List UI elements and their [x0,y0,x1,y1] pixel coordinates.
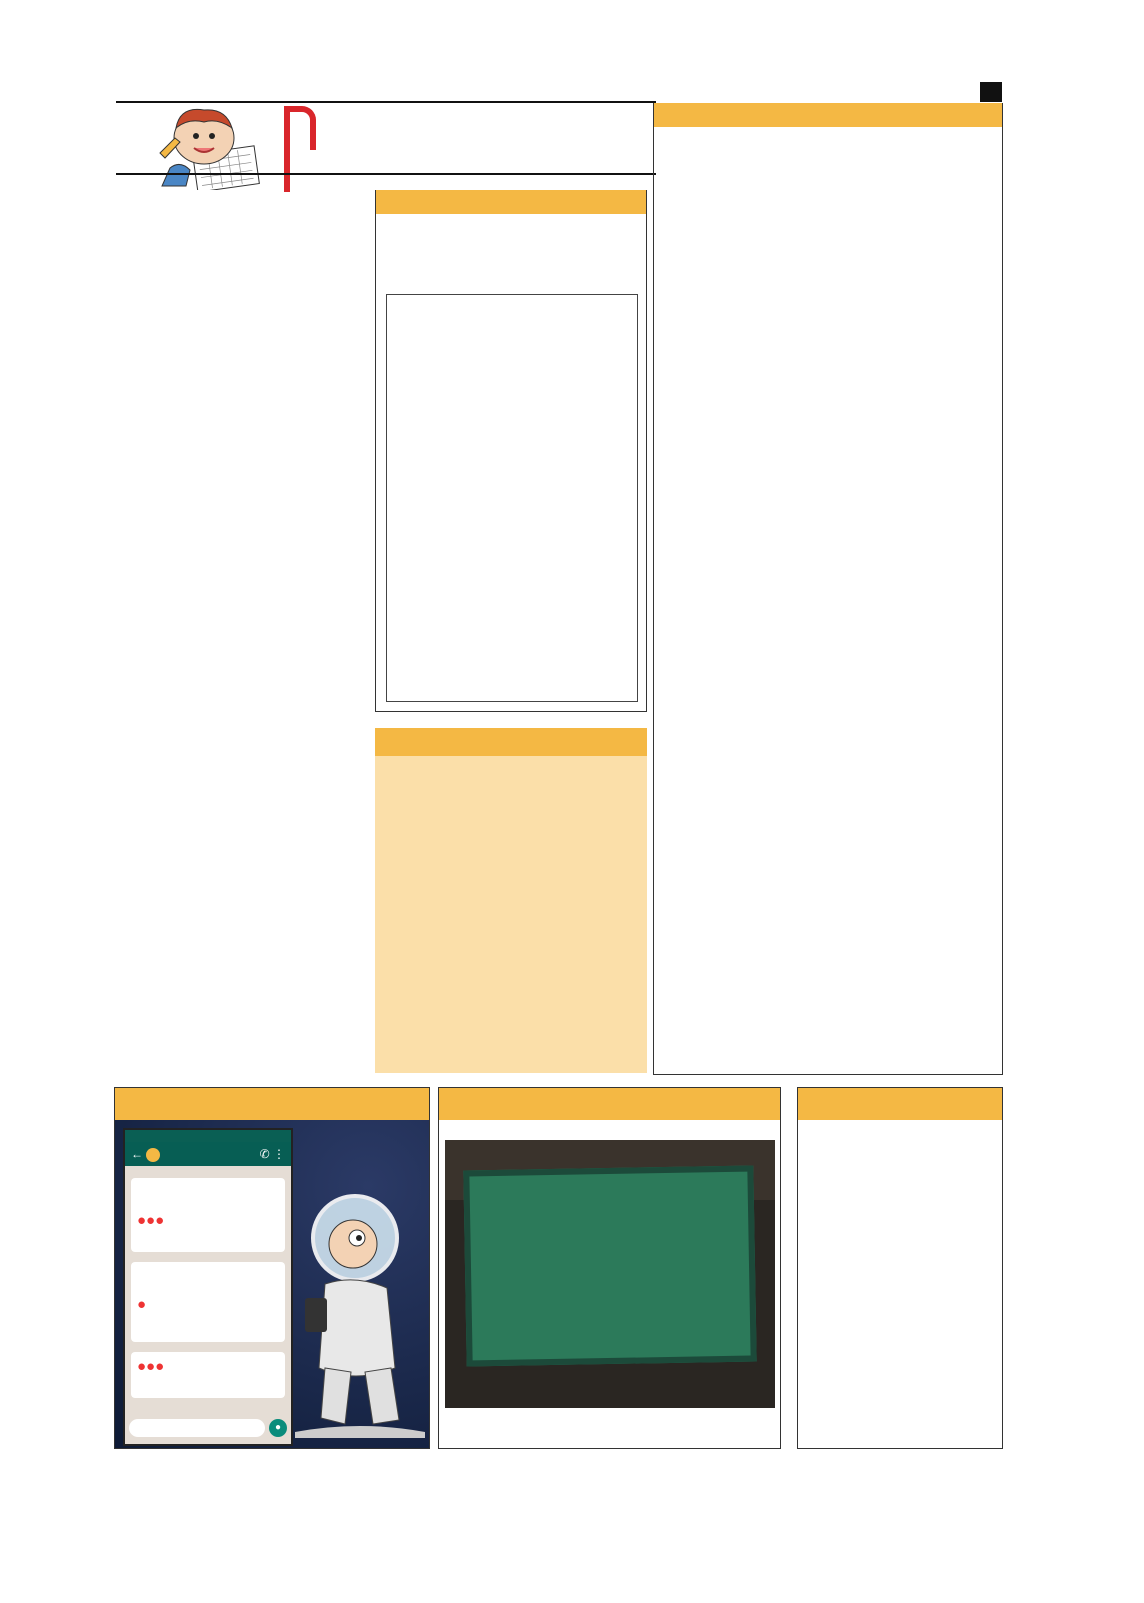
foto-title-bar [439,1088,780,1120]
sopa-letter-box [386,294,638,702]
angry-emoji-icon: ● [137,1296,147,1313]
cripto-solution-upside-down [501,938,641,1066]
sudoku-grid-hard [133,836,351,1057]
soluciones-panel [375,728,647,1073]
sopa-title-bar [376,190,646,214]
humor-panel [114,1087,430,1449]
angry-emoji-icon: ●●● [137,1212,165,1229]
section-title [284,104,558,184]
chat-header [125,1142,291,1166]
phone-call-icon[interactable]: ✆ ⋮ [259,1147,285,1161]
kid-mascot-illustration [140,98,260,190]
microphone-icon[interactable]: ● [269,1419,287,1437]
sudoku-grid-easy [133,345,351,566]
cripto-panel [653,103,1003,1075]
foto-photo [445,1140,775,1408]
sudoku-grid-medium [133,590,351,811]
phone-status-bar [125,1130,291,1142]
message-input-bar [129,1418,287,1438]
cripto-title-bar [654,103,1002,127]
sopa-panel [375,190,647,712]
humor-title-bar [115,1088,429,1120]
phone-screen [123,1128,293,1446]
chiste-panel [797,1087,1003,1449]
soluciones-title-bar [375,728,647,756]
cripto-grid [659,135,997,973]
contact-avatar[interactable] [146,1148,160,1162]
page-number [980,82,1002,102]
chat-bubble [131,1262,285,1342]
header-bottom-rule [116,173,656,175]
foto-panel [438,1087,781,1449]
chiste-title-bar [798,1088,1002,1120]
chat-bubble [131,1178,285,1252]
astronaut-illustration [295,1188,425,1438]
angry-emoji-icon: ●●● [137,1358,165,1375]
message-input[interactable] [129,1419,265,1437]
chat-bubble [131,1352,285,1398]
back-arrow-icon[interactable]: ← [131,1147,143,1161]
section-title-initial-overlay [284,106,316,150]
section-title-initial-stem [284,148,290,192]
chalkboard-sign [463,1165,756,1366]
